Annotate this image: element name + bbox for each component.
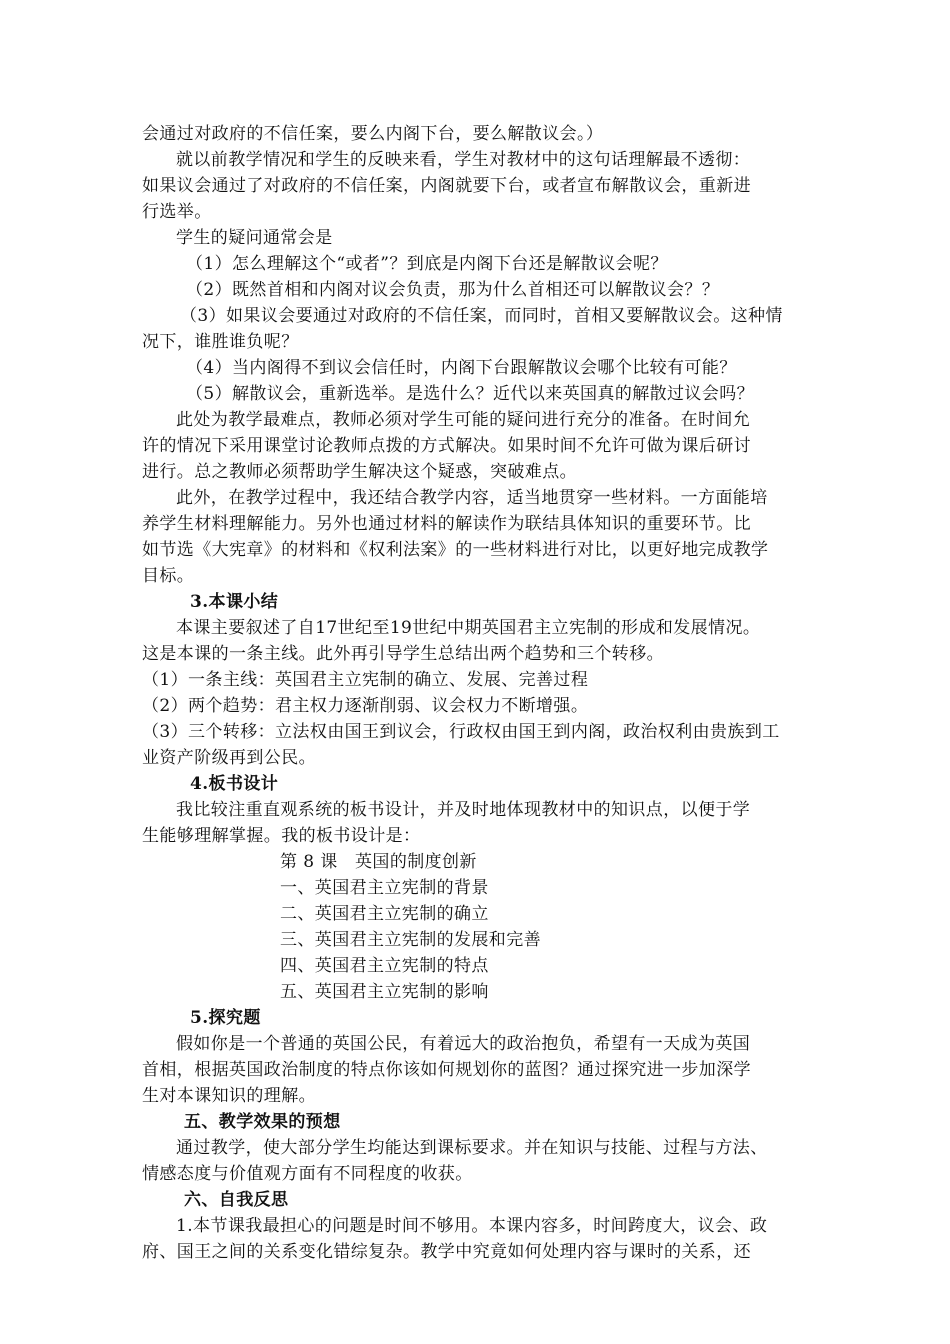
text-line: 此外，在教学过程中，我还结合教学内容，适当地贯穿一些材料。一方面能培 [176, 488, 768, 508]
board-item: 三、英国君主立宪制的发展和完善 [280, 930, 541, 950]
text-line: 这是本课的一条主线。此外再引导学生总结出两个趋势和三个转移。 [142, 644, 664, 664]
text-line: 生能够理解掌握。我的板书设计是： [142, 826, 421, 846]
section-heading: 4.板书设计 [190, 774, 279, 794]
text-line: 首相，根据英国政治制度的特点你该如何规划你的蓝图？通过探究进一步加深学 [142, 1060, 751, 1080]
text-line: 如节选《大宪章》的材料和《权利法案》的一些材料进行对比，以更好地完成教学 [142, 540, 769, 560]
text-line: 况下，谁胜谁负呢？ [142, 332, 299, 352]
text-line: 通过教学，使大部分学生均能达到课标要求。并在知识与技能、过程与方法、 [176, 1138, 768, 1158]
text-line: 生对本课知识的理解。 [142, 1086, 316, 1106]
text-line: （1）怎么理解这个“或者”？到底是内阁下台还是解散议会呢？ [186, 254, 668, 274]
text-line: 本课主要叙述了自17世纪至19世纪中期英国君主立宪制的形成和发展情况。 [176, 618, 761, 638]
text-line: 会通过对政府的不信任案，要么内阁下台，要么解散议会。） [142, 124, 604, 144]
text-line: 目标。 [142, 566, 195, 586]
text-line: 学生的疑问通常会是 [176, 228, 333, 248]
board-item: 二、英国君主立宪制的确立 [280, 904, 489, 924]
text-line: 府、国王之间的关系变化错综复杂。教学中究竟如何处理内容与课时的关系，还 [142, 1242, 751, 1262]
section-heading: 3.本课小结 [190, 592, 279, 612]
text-line: 进行。总之教师必须帮助学生解决这个疑惑，突破难点。 [142, 462, 577, 482]
text-line: （2）既然首相和内阁对议会负责，那为什么首相还可以解散议会？？ [186, 280, 720, 300]
text-line: （2）两个趋势：君主权力逐渐削弱、议会权力不断增强。 [142, 696, 589, 716]
text-line: 我比较注重直观系统的板书设计，并及时地体现教材中的知识点，以便于学 [176, 800, 751, 820]
text-line: 就以前教学情况和学生的反映来看，学生对教材中的这句话理解最不透彻： [176, 150, 751, 170]
text-line: 如果议会通过了对政府的不信任案，内阁就要下台，或者宣布解散议会，重新进 [142, 176, 751, 196]
text-line: （1）一条主线：英国君主立宪制的确立、发展、完善过程 [142, 670, 589, 690]
board-title: 第 8 课 英国的制度创新 [280, 852, 477, 872]
text-line: 业资产阶级再到公民。 [142, 748, 316, 768]
text-line: （4）当内阁得不到议会信任时，内阁下台跟解散议会哪个比较有可能？ [186, 358, 737, 378]
text-line: 养学生材料理解能力。另外也通过材料的解读作为联结具体知识的重要环节。比 [142, 514, 751, 534]
text-line: 假如你是一个普通的英国公民，有着远大的政治抱负，希望有一天成为英国 [176, 1034, 751, 1054]
text-line: （3）如果议会要通过对政府的不信任案，而同时，首相又要解散议会。这种情 [180, 306, 783, 326]
text-line: 情感态度与价值观方面有不同程度的收获。 [142, 1164, 473, 1184]
text-line: 许的情况下采用课堂讨论教师点拨的方式解决。如果时间不允许可做为课后研讨 [142, 436, 751, 456]
board-item: 五、英国君主立宪制的影响 [280, 982, 489, 1002]
section-heading: 5.探究题 [190, 1008, 261, 1028]
text-line: （3）三个转移：立法权由国王到议会，行政权由国王到内阁，政治权利由贵族到工 [142, 722, 780, 742]
board-item: 一、英国君主立宪制的背景 [280, 878, 489, 898]
section-heading: 五、教学效果的预想 [184, 1112, 341, 1132]
text-line: 此处为教学最难点，教师必须对学生可能的疑问进行充分的准备。在时间允 [176, 410, 751, 430]
section-heading: 六、自我反思 [184, 1190, 289, 1210]
text-line: 行选举。 [142, 202, 212, 222]
board-item: 四、英国君主立宪制的特点 [280, 956, 489, 976]
text-line: 1.本节课我最担心的问题是时间不够用。本课内容多，时间跨度大，议会、政 [176, 1216, 768, 1236]
text-line: （5）解散议会，重新选举。是选什么？近代以来英国真的解散过议会吗？ [186, 384, 755, 404]
